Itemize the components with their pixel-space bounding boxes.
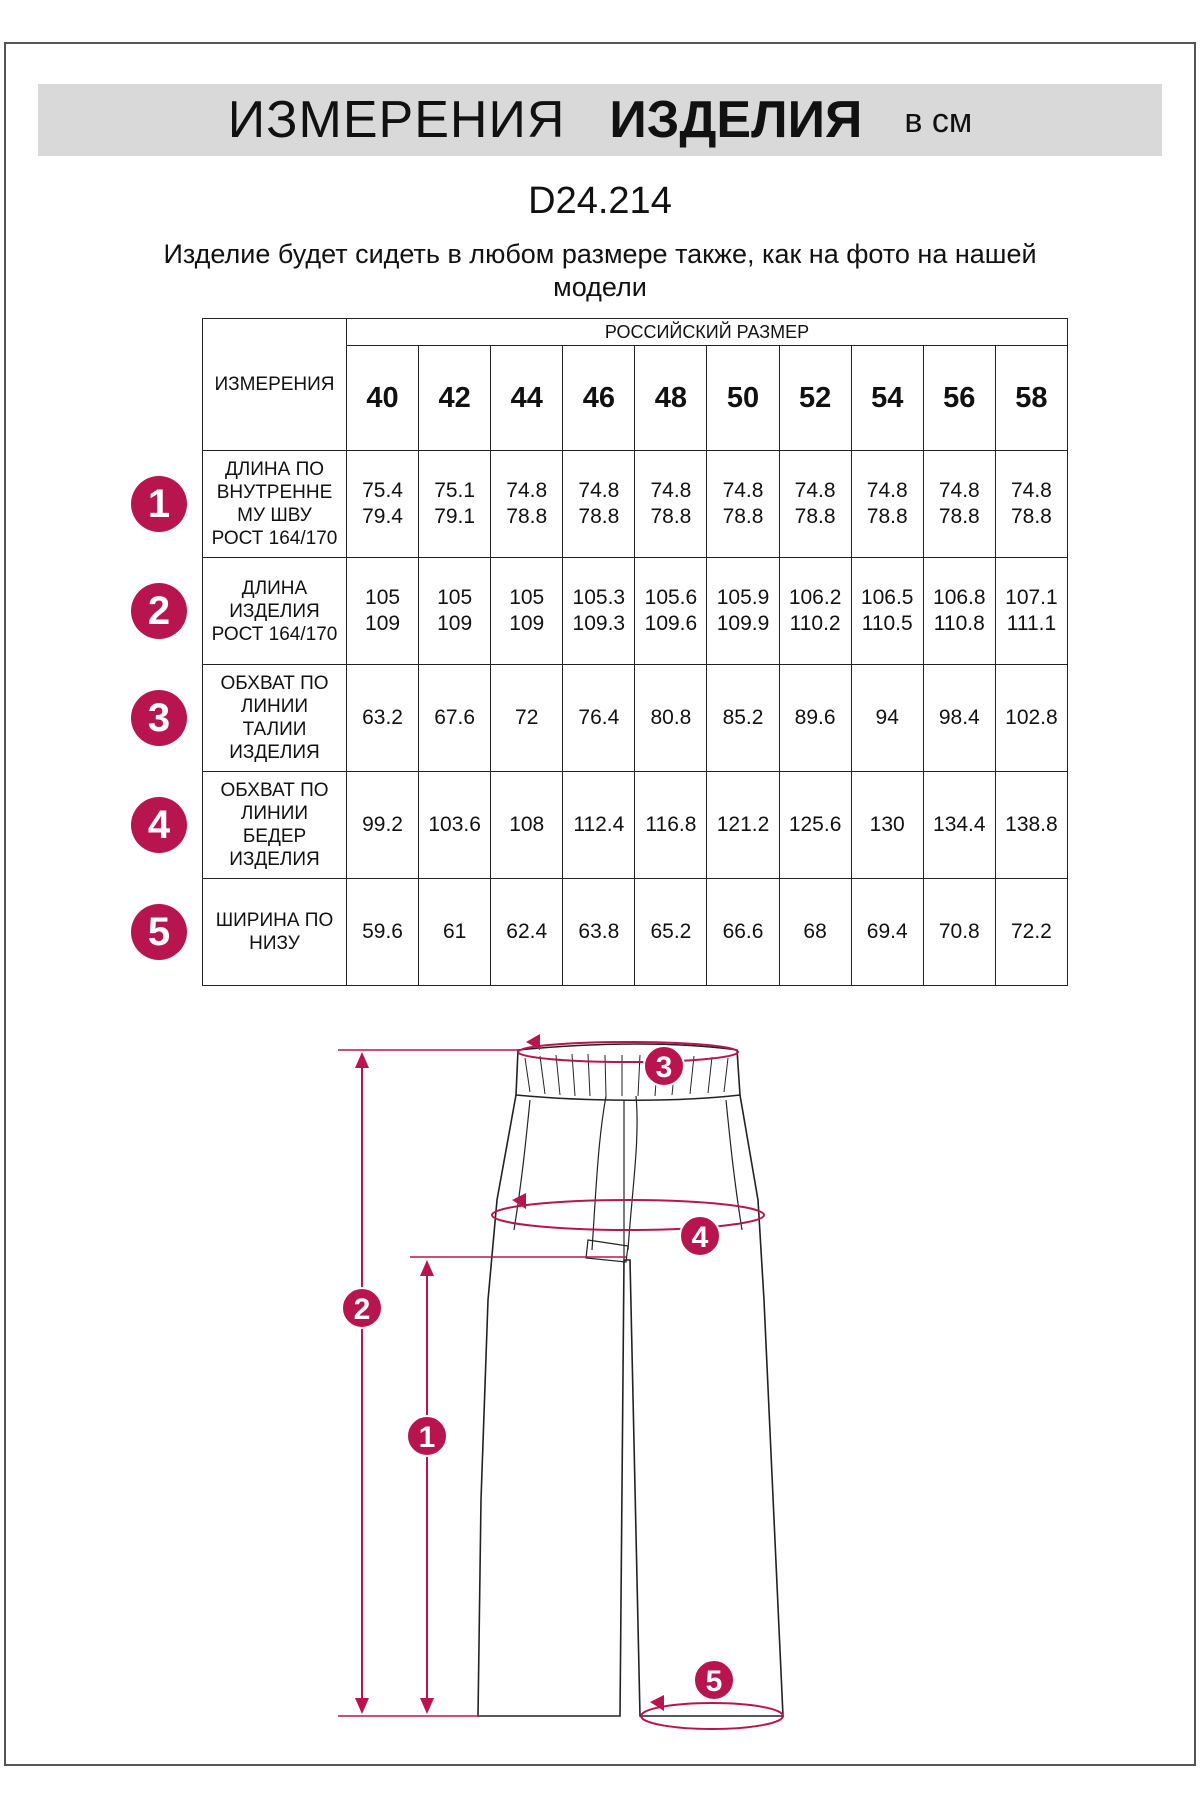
measure-value-line: 105.3 bbox=[572, 586, 626, 609]
measure-label-line: ДЛИНА bbox=[241, 577, 308, 599]
measure-value-line: 105.9 bbox=[716, 586, 770, 609]
measure-value-line: 76.4 bbox=[578, 706, 620, 729]
measure-value bbox=[995, 451, 1067, 558]
size-header-40: 40 bbox=[347, 346, 419, 451]
fit-note: Изделие будет сидеть в любом размере также, как на фото на нашей модели bbox=[163, 239, 1037, 302]
measure-value bbox=[563, 451, 635, 558]
measure-value-line: 78.8 bbox=[578, 505, 620, 528]
measure-value-line: 102.8 bbox=[1005, 706, 1058, 729]
measure-value-line: 106.2 bbox=[788, 586, 842, 609]
measure-value-line: 63.8 bbox=[578, 920, 620, 943]
measure-value-line: 78.8 bbox=[650, 505, 692, 528]
measure-value-line: 116.8 bbox=[645, 813, 697, 836]
measure-value bbox=[491, 879, 563, 986]
waistband-outline bbox=[516, 1044, 740, 1100]
measure-value bbox=[563, 879, 635, 986]
measure-value-line: 130 bbox=[869, 813, 905, 836]
measure-label-line: ШИРИНА ПО bbox=[215, 910, 334, 931]
measure-label-line: ИЗДЕЛИЯ bbox=[229, 849, 320, 870]
pants-diagram bbox=[0, 1000, 1200, 1760]
measure-value-line: 125.6 bbox=[788, 813, 842, 836]
measure-value-line: 61 bbox=[442, 920, 467, 943]
measure-value bbox=[851, 558, 923, 665]
diagram-marker-label-4: 4 bbox=[691, 1221, 709, 1254]
measure-value bbox=[707, 879, 779, 986]
measure-value bbox=[851, 451, 923, 558]
measure-value-line: 105 bbox=[437, 586, 473, 609]
measure-value-line: 63.2 bbox=[362, 706, 403, 729]
measure-value-line: 79.1 bbox=[434, 505, 476, 528]
measure-label-line: ЛИНИИ bbox=[240, 803, 309, 824]
measure-label-line: ТАЛИИ bbox=[242, 719, 307, 740]
measure-value bbox=[707, 558, 779, 665]
measure-value-line: 106.8 bbox=[933, 586, 986, 609]
measure-label-line: РОСТ 164/170 bbox=[211, 623, 338, 645]
row-badge-4: 4 bbox=[131, 797, 187, 853]
measure-value bbox=[419, 879, 491, 986]
measure-value-line: 78.8 bbox=[938, 505, 980, 528]
measure-label-line: ЛИНИИ bbox=[240, 696, 309, 717]
measure-row-1 bbox=[203, 451, 1068, 558]
measure-value-line: 75.4 bbox=[362, 479, 403, 502]
measure-value-line: 59.6 bbox=[362, 920, 403, 943]
measure-value-line: 78.8 bbox=[1010, 505, 1052, 528]
measure-value bbox=[995, 558, 1067, 665]
measure-row-4 bbox=[203, 772, 1068, 879]
measure-header: ИЗМЕРЕНИЯ bbox=[203, 319, 347, 451]
measure-value-line: 74.8 bbox=[650, 479, 692, 502]
measure-1-arrow-head-bottom bbox=[420, 1698, 434, 1714]
measure-value-line: 66.6 bbox=[722, 920, 764, 943]
measure-value bbox=[347, 451, 419, 558]
row-badge-5: 5 bbox=[131, 904, 187, 960]
measure-value bbox=[707, 665, 779, 772]
measure-value-line: 134.4 bbox=[933, 813, 986, 836]
size-header-52: 52 bbox=[779, 346, 851, 451]
measure-value bbox=[995, 772, 1067, 879]
measure-value-line: 94 bbox=[875, 706, 899, 729]
size-table bbox=[202, 318, 1068, 986]
measure-value-line: 74.8 bbox=[938, 479, 980, 502]
title-measurements: ИЗМЕРЕНИЯ bbox=[227, 91, 566, 149]
pants-outline bbox=[478, 1095, 783, 1716]
measure-value-line: 65.2 bbox=[650, 920, 692, 943]
measure-label-line: ИЗДЕЛИЯ bbox=[229, 600, 320, 622]
measure-value bbox=[635, 451, 707, 558]
measure-value-line: 109.3 bbox=[572, 612, 626, 635]
measure-value-line: 74.8 bbox=[866, 479, 908, 502]
hip-ellipse bbox=[492, 1200, 764, 1230]
measure-value bbox=[851, 665, 923, 772]
measure-value bbox=[851, 879, 923, 986]
measure-label bbox=[203, 451, 347, 558]
measure-value bbox=[347, 558, 419, 665]
measure-label-line: ОБХВАТ ПО bbox=[220, 673, 329, 694]
measure-value bbox=[491, 558, 563, 665]
measure-value bbox=[779, 451, 851, 558]
measure-value bbox=[995, 879, 1067, 986]
diagram-marker-label-5: 5 bbox=[705, 1665, 723, 1698]
diagram-marker-label-3: 3 bbox=[655, 1051, 673, 1084]
measure-value-line: 78.8 bbox=[866, 505, 908, 528]
size-header-56: 56 bbox=[923, 346, 995, 451]
row-badge-3: 3 bbox=[131, 690, 187, 746]
size-header-48: 48 bbox=[635, 346, 707, 451]
measure-value bbox=[563, 772, 635, 879]
measure-value bbox=[923, 451, 995, 558]
measure-value bbox=[419, 451, 491, 558]
measure-2-arrow-head-bottom bbox=[355, 1698, 369, 1714]
measure-value bbox=[419, 558, 491, 665]
measure-value bbox=[491, 772, 563, 879]
measure-value-line: 109 bbox=[365, 612, 401, 635]
pocket-left bbox=[514, 1100, 530, 1230]
measure-value-line: 110.5 bbox=[861, 612, 913, 635]
waist-ellipse bbox=[518, 1042, 738, 1062]
measure-value-line: 75.1 bbox=[434, 479, 476, 502]
measure-value-line: 108 bbox=[509, 813, 545, 836]
measure-value bbox=[779, 772, 851, 879]
size-header-58: 58 bbox=[995, 346, 1067, 451]
measure-label-line: НИЗУ bbox=[249, 933, 300, 954]
size-header-46: 46 bbox=[563, 346, 635, 451]
size-header-54: 54 bbox=[851, 346, 923, 451]
measure-value-line: 78.8 bbox=[794, 505, 836, 528]
measure-label-line: БЕДЕР bbox=[242, 826, 307, 847]
measure-value-line: 109.9 bbox=[716, 612, 770, 635]
measure-value bbox=[923, 558, 995, 665]
measure-value-line: 79.4 bbox=[362, 505, 403, 528]
measure-value-line: 78.8 bbox=[722, 505, 764, 528]
measure-value-line: 99.2 bbox=[362, 813, 403, 836]
measure-value-line: 62.4 bbox=[506, 920, 548, 943]
measure-value-line: 109 bbox=[509, 612, 545, 635]
measure-value bbox=[563, 558, 635, 665]
measure-label-line: ДЛИНА ПО bbox=[224, 459, 325, 480]
measure-value bbox=[635, 772, 707, 879]
measure-value-line: 68 bbox=[803, 920, 827, 943]
measure-label bbox=[203, 879, 347, 986]
measure-value-line: 74.8 bbox=[578, 479, 620, 502]
measure-1-arrow-head-top bbox=[420, 1260, 434, 1276]
measure-value-line: 138.8 bbox=[1005, 813, 1058, 836]
row-badge-1: 1 bbox=[131, 476, 187, 532]
measure-value bbox=[419, 772, 491, 879]
measure-value-line: 72 bbox=[515, 706, 539, 729]
measure-value bbox=[923, 879, 995, 986]
measure-value-line: 74.8 bbox=[1010, 479, 1052, 502]
measure-value bbox=[779, 879, 851, 986]
measure-value-line: 80.8 bbox=[650, 706, 692, 729]
drawstring bbox=[592, 1096, 637, 1250]
measure-value-line: 70.8 bbox=[938, 920, 980, 943]
measure-value-line: 74.8 bbox=[722, 479, 764, 502]
measure-value-line: 105.6 bbox=[644, 586, 698, 609]
measure-value bbox=[851, 772, 923, 879]
product-code: D24.214 bbox=[528, 180, 672, 222]
measure-label-line: ВНУТРЕННЕ bbox=[216, 482, 333, 503]
measure-value-line: 67.6 bbox=[434, 706, 476, 729]
measure-value-line: 121.2 bbox=[716, 813, 770, 836]
measure-row-3 bbox=[203, 665, 1068, 772]
page-title bbox=[0, 84, 1200, 156]
measure-value-line: 74.8 bbox=[794, 479, 836, 502]
size-header-50: 50 bbox=[707, 346, 779, 451]
row-badge-2: 2 bbox=[131, 583, 187, 639]
size-header-44: 44 bbox=[491, 346, 563, 451]
measure-value bbox=[995, 665, 1067, 772]
measure-value bbox=[923, 772, 995, 879]
measure-value bbox=[635, 879, 707, 986]
measure-value-line: 105 bbox=[509, 586, 545, 609]
measure-value bbox=[563, 665, 635, 772]
measure-value-line: 110.8 bbox=[933, 612, 985, 635]
measure-value bbox=[779, 558, 851, 665]
measure-value-line: 107.1 bbox=[1005, 586, 1058, 609]
measure-value-line: 89.6 bbox=[794, 706, 836, 729]
measure-label-line: ИЗДЕЛИЯ bbox=[229, 742, 320, 763]
measure-value bbox=[419, 665, 491, 772]
title-product: ИЗДЕЛИЯ bbox=[609, 91, 863, 149]
diagram-marker-label-2: 2 bbox=[353, 1293, 371, 1326]
measure-2-arrow-head-top bbox=[355, 1052, 369, 1068]
measure-value-line: 78.8 bbox=[506, 505, 548, 528]
measure-value-line: 103.6 bbox=[428, 813, 481, 836]
measure-label bbox=[203, 665, 347, 772]
measure-value-line: 109 bbox=[437, 612, 473, 635]
measure-value bbox=[707, 772, 779, 879]
measure-value bbox=[923, 665, 995, 772]
measure-label bbox=[203, 772, 347, 879]
measure-value-line: 98.4 bbox=[938, 706, 980, 729]
measure-value-line: 72.2 bbox=[1010, 920, 1052, 943]
measure-value bbox=[347, 772, 419, 879]
measure-value-line: 69.4 bbox=[866, 920, 908, 943]
diagram-marker-label-1: 1 bbox=[418, 1421, 436, 1454]
measure-row-5 bbox=[203, 879, 1068, 986]
size-header-42: 42 bbox=[419, 346, 491, 451]
measure-value-line: 110.2 bbox=[789, 612, 841, 635]
measure-value bbox=[491, 451, 563, 558]
measure-label-line: ОБХВАТ ПО bbox=[220, 780, 329, 801]
measure-value-line: 106.5 bbox=[860, 586, 914, 609]
measure-value bbox=[779, 665, 851, 772]
measure-value-line: 109.6 bbox=[644, 612, 698, 635]
measure-value bbox=[491, 665, 563, 772]
measure-row-2 bbox=[203, 558, 1068, 665]
measure-label-line: РОСТ 164/170 bbox=[211, 528, 338, 549]
measure-value-line: 105 bbox=[365, 586, 401, 609]
measure-value bbox=[707, 451, 779, 558]
pocket-right bbox=[726, 1100, 742, 1230]
measure-value bbox=[635, 665, 707, 772]
measure-value bbox=[635, 558, 707, 665]
measure-value bbox=[347, 879, 419, 986]
measure-value-line: 85.2 bbox=[722, 706, 764, 729]
size-group-header: РОССИЙСКИЙ РАЗМЕР bbox=[347, 319, 1068, 346]
measure-value-line: 111.1 bbox=[1006, 612, 1057, 635]
measure-value bbox=[347, 665, 419, 772]
measure-value-line: 74.8 bbox=[506, 479, 548, 502]
measure-label-line: МУ ШВУ bbox=[237, 505, 312, 526]
measure-label bbox=[203, 558, 347, 665]
title-unit: в см bbox=[904, 101, 973, 140]
measure-value-line: 112.4 bbox=[573, 813, 625, 836]
